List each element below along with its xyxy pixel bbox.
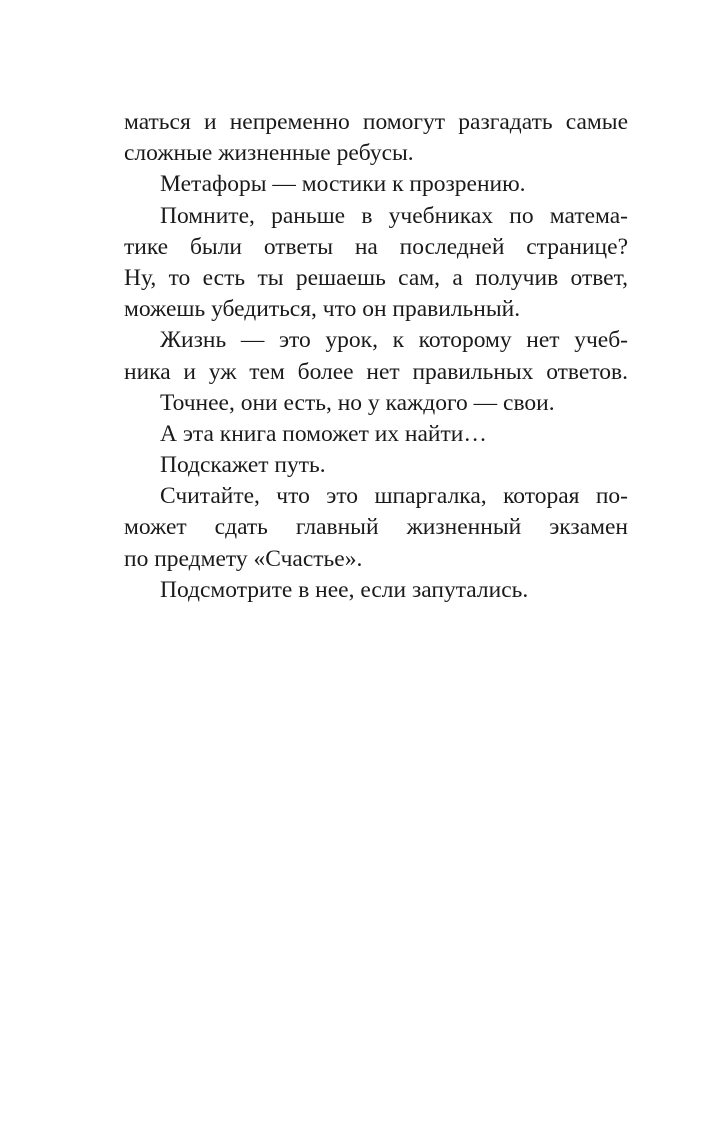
page-body [124,107,628,606]
paragraph-line: Считайте, что это шпаргалка, которая по- [160,483,628,510]
paragraph-line: Точнее, они есть, но у каждого — свои. [160,389,555,416]
paragraph-line: Подскажет путь. [160,452,326,479]
paragraph-line: Подсмотрите в нее, если запутались. [160,576,529,603]
paragraph-line: А эта книга поможет их найти… [160,420,487,447]
text-line: может сдать главный жизненный экзамен [124,514,628,541]
paragraph-line: Помните, раньше в учебниках по матема- [160,202,628,229]
text-line: маться и непременно помогут разгадать самые [124,109,628,135]
text-line: Ну, то есть ты решаешь сам, а получив ответ, [124,264,628,291]
paragraph-line: Метафоры — мостики к прозрению. [160,171,526,198]
text-line: сложные жизненные ребусы. [124,140,414,167]
text-line: по предмету «Счастье». [124,545,363,572]
paragraph-line: Жизнь — это урок, к которому нет учеб- [160,327,628,354]
text-line: тике были ответы на последней странице? [124,233,628,260]
text-line: ника и уж тем более нет правильных ответов. [124,358,628,385]
text-line: можешь убедиться, что он правильный. [124,296,521,323]
